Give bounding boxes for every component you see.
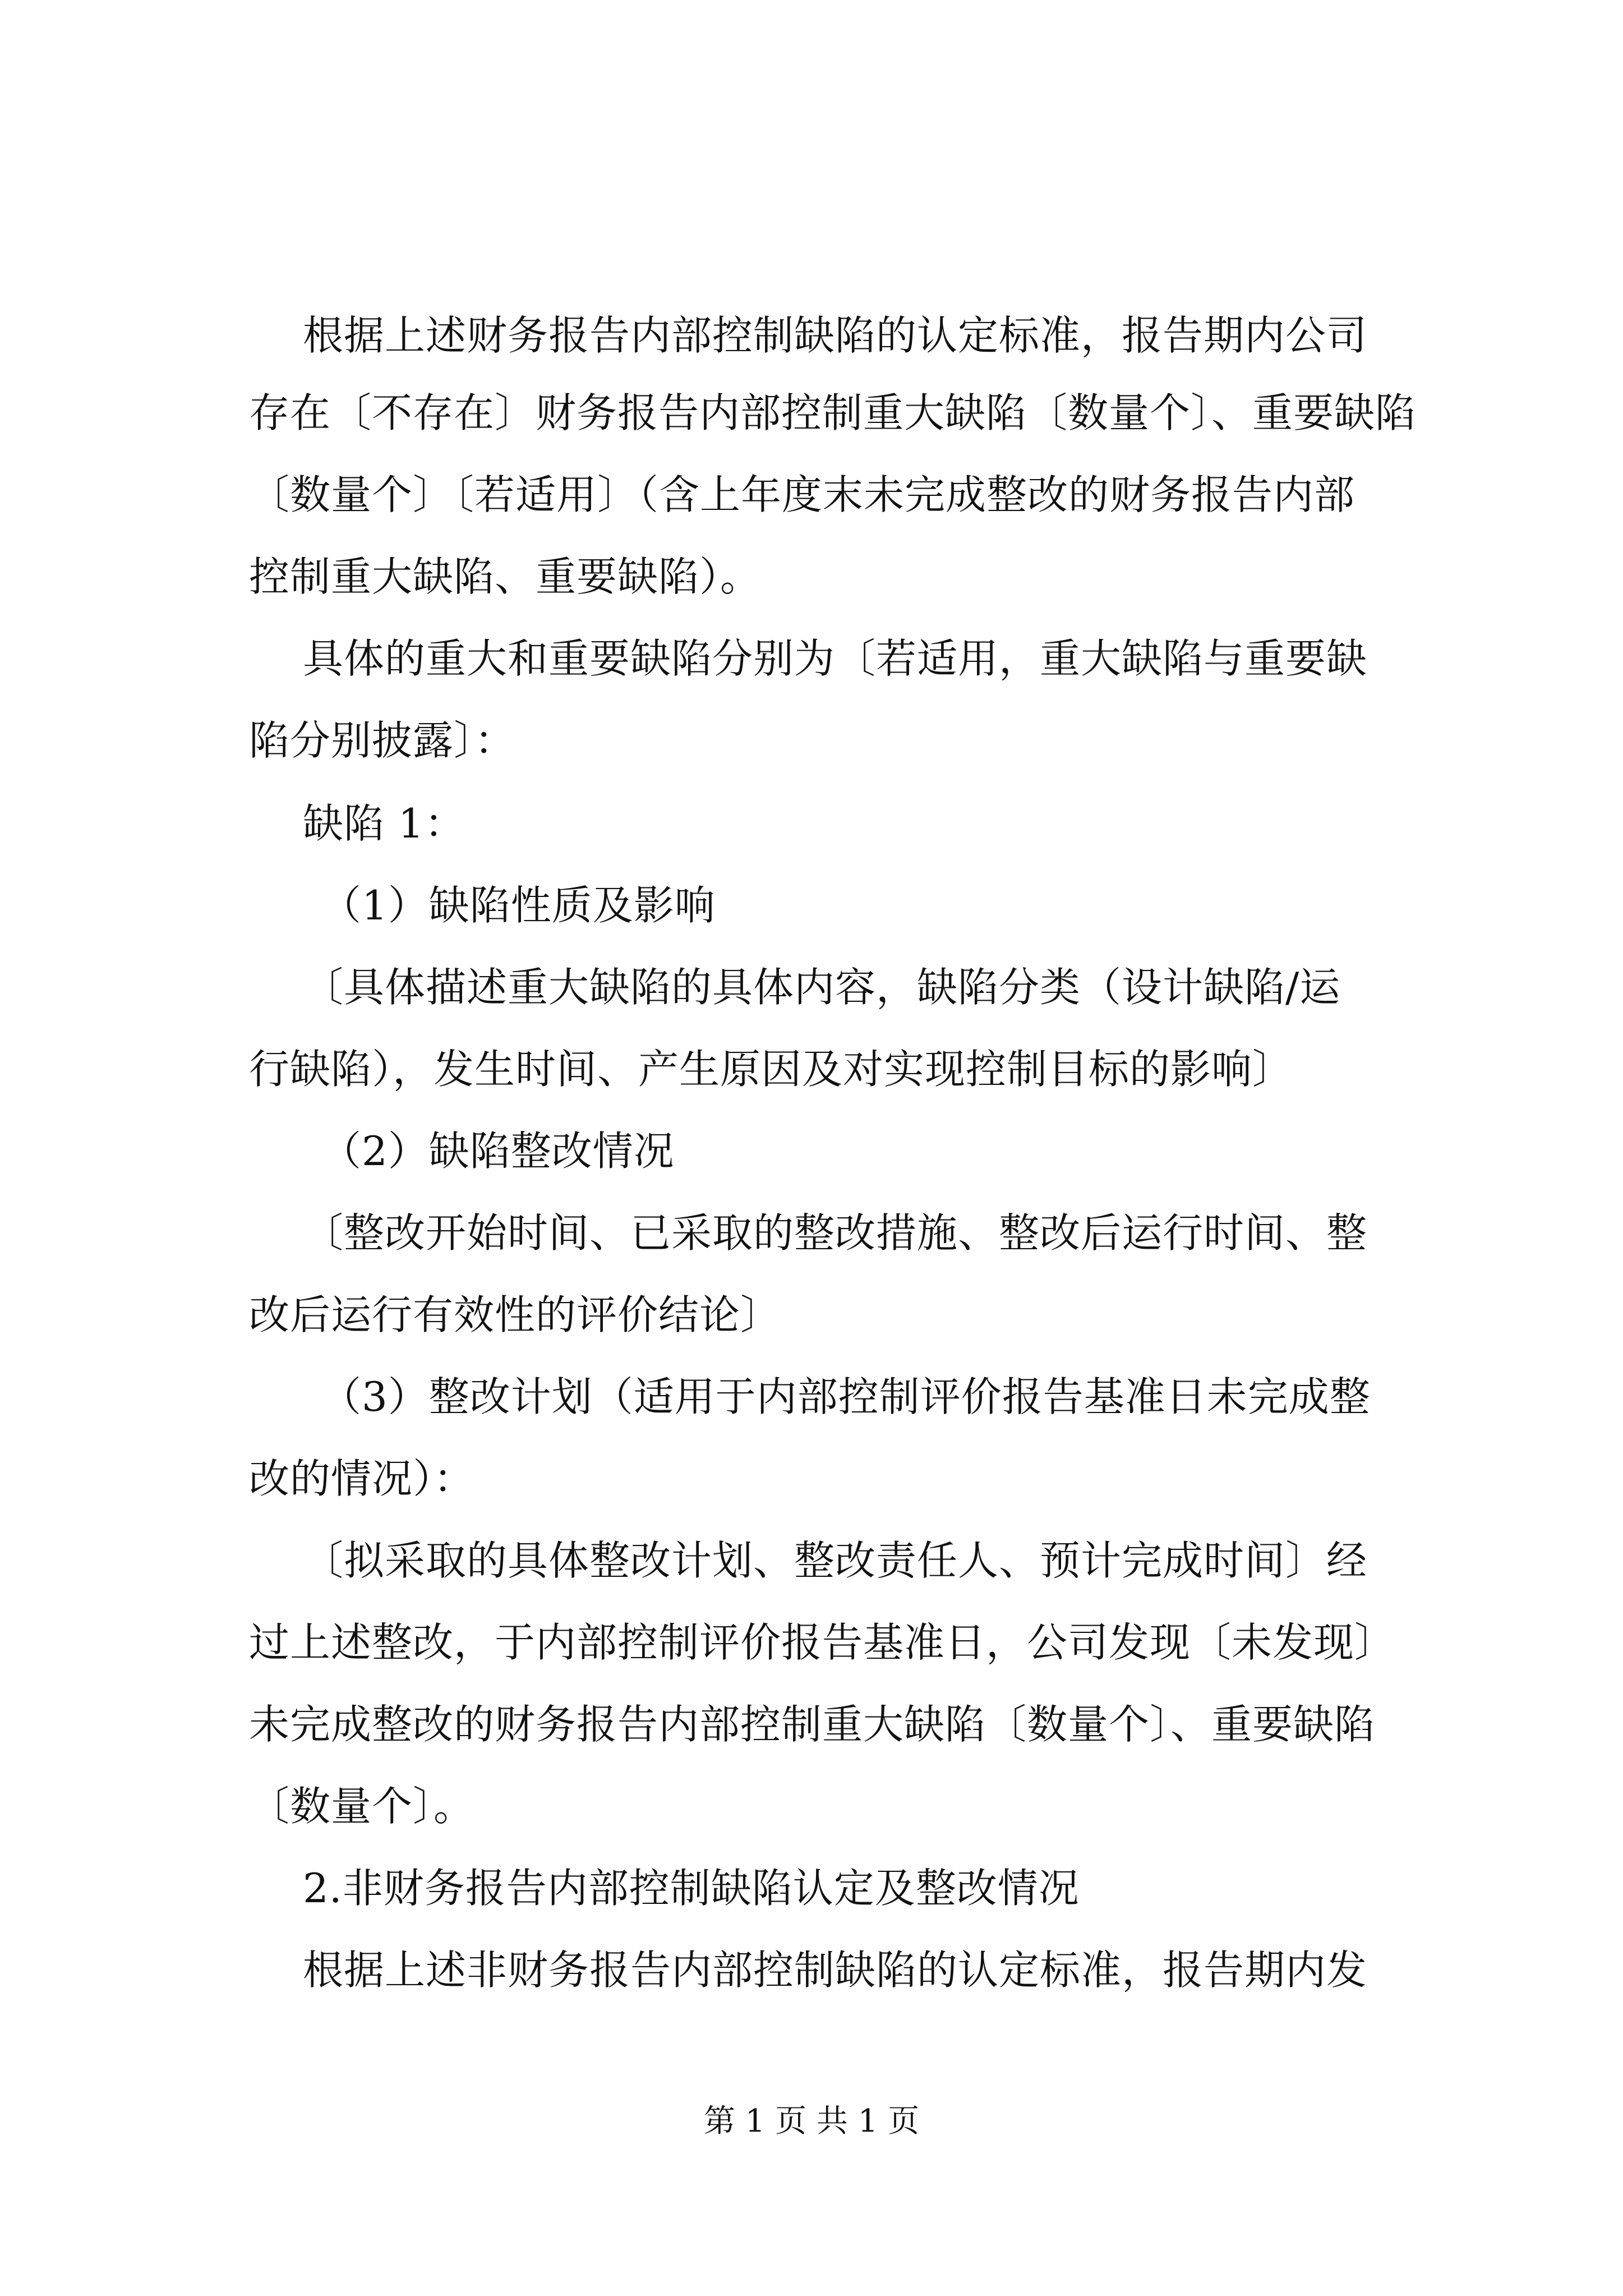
paragraph-line-4: 控制重大缺陷、重要缺陷）。 [249,553,762,600]
section-heading-1: （1）缺陷性质及影响 [321,882,716,929]
paragraph-line-13: 改后运行有效性的评价结论〕 [249,1291,782,1338]
section-heading-non-financial: 2.非财务报告内部控制缺陷认定及整改情况 [303,1865,1080,1912]
paragraph-line-15: 改的情况）： [249,1455,475,1502]
paragraph-line-6: 陷分别披露〕： [249,717,516,764]
paragraph-line-12: 〔整改开始时间、已采取的整改措施、整改后运行时间、整 [303,1209,1368,1257]
paragraph-line-18: 未完成整改的财务报告内部控制重大缺陷〔数量个〕、重要缺陷 [249,1701,1376,1748]
paragraph-line-19: 〔数量个〕。 [249,1783,475,1830]
paragraph-line-10: 行缺陷），发生时间、产生原因及对实现控制目标的影响〕 [249,1046,1294,1093]
paragraph-line-21: 根据上述非财务报告内部控制缺陷的认定标准，报告期内发 [303,1947,1368,1994]
defect-heading: 缺陷 1： [303,800,465,847]
section-heading-3: （3）整改计划（适用于内部控制评价报告基准日未完成整 [321,1373,1371,1420]
paragraph-line-1: 根据上述财务报告内部控制缺陷的认定标准，报告期内公司 [303,312,1368,359]
paragraph-line-3: 〔数量个〕〔若适用〕（含上年度末未完成整改的财务报告内部 [249,471,1355,518]
paragraph-line-5: 具体的重大和重要缺陷分别为〔若适用，重大缺陷与重要缺 [303,635,1368,682]
page-footer: 第 1 页 共 1 页 [703,2103,920,2139]
paragraph-line-16: 〔拟采取的具体整改计划、整改责任人、预计完成时间〕经 [303,1537,1368,1584]
paragraph-line-9: 〔具体描述重大缺陷的具体内容，缺陷分类（设计缺陷/运 [303,964,1341,1011]
paragraph-line-17: 过上述整改，于内部控制评价报告基准日，公司发现〔未发现〕 [249,1619,1396,1666]
section-heading-2: （2）缺陷整改情况 [321,1128,675,1175]
paragraph-line-2: 存在〔不存在〕财务报告内部控制重大缺陷〔数量个〕、重要缺陷 [249,389,1417,436]
